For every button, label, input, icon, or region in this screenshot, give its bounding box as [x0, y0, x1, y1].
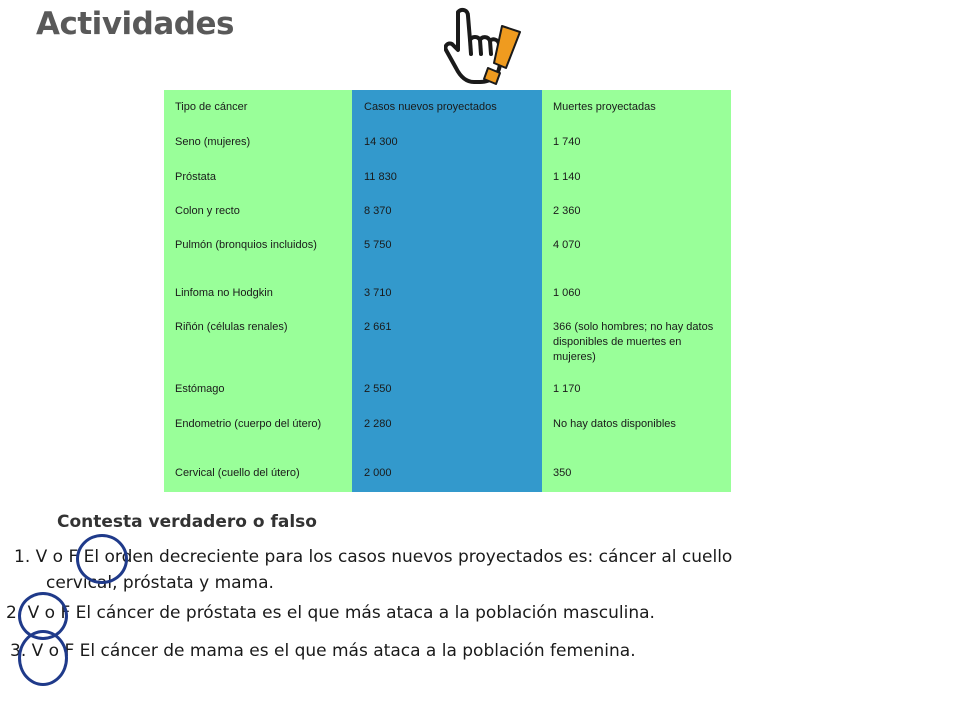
- table-cell: Cervical (cuello del útero): [175, 467, 300, 479]
- table-cell: 366 (solo hombres; no hay datos disponibles de muertes en mujeres): [553, 321, 714, 363]
- question-1: [14, 544, 912, 596]
- table-cell: Colon y recto: [175, 205, 240, 217]
- table-cell: 2 280: [364, 418, 392, 430]
- table-cell: 1 740: [553, 136, 581, 148]
- page-title: Actividades: [36, 6, 234, 42]
- question-2: 2. V o F El cáncer de próstata es el que más ataca a la población masculina.: [6, 603, 655, 623]
- table-cell: Seno (mujeres): [175, 136, 251, 148]
- table-cell: 4 070: [553, 239, 581, 251]
- question-1-line-2: cervical, próstata y mama.: [46, 573, 274, 593]
- table-cell: 2 360: [553, 205, 581, 217]
- table-cell: Pulmón (bronquios incluidos): [175, 239, 317, 251]
- table-header-deaths: Muertes proyectadas: [553, 101, 656, 113]
- table-cell: Riñón (células renales): [175, 321, 288, 333]
- table-cell: Endometrio (cuerpo del útero): [175, 418, 322, 430]
- table-cell: 2 550: [364, 383, 392, 395]
- answer-circle-3: [18, 630, 68, 686]
- cancer-data-table: [164, 90, 731, 492]
- table-cell: No hay datos disponibles: [553, 418, 676, 430]
- table-cell: Próstata: [175, 171, 216, 183]
- table-cell: Linfoma no Hodgkin: [175, 287, 273, 299]
- hand-pointer-exclamation-icon: [444, 6, 530, 86]
- table-cell: 1 170: [553, 383, 581, 395]
- table-cell: 11 830: [364, 171, 397, 183]
- table-cell: 2 000: [364, 467, 392, 479]
- table-cell: 2 661: [364, 321, 392, 333]
- table-cell: 8 370: [364, 205, 392, 217]
- table-cell: 350: [553, 467, 572, 479]
- table-header-new-cases: Casos nuevos proyectados: [364, 101, 497, 113]
- table-cell: 14 300: [364, 136, 398, 148]
- table-cell: 1 060: [553, 287, 581, 299]
- question-3: 3. V o F El cáncer de mama es el que más ataca a la población femenina.: [10, 641, 636, 661]
- section-subtitle: Contesta verdadero o falso: [57, 512, 317, 532]
- answer-circle-1: [76, 534, 128, 584]
- table-cell: 3 710: [364, 287, 392, 299]
- table-cell: Estómago: [175, 383, 225, 395]
- table-cell: 1 140: [553, 171, 581, 183]
- table-header-type: Tipo de cáncer: [175, 101, 248, 113]
- question-1-line-1: 1. V o F El orden decreciente para los casos nuevos proyectados es: cáncer al cuello: [14, 547, 733, 567]
- table-cell: 5 750: [364, 239, 392, 251]
